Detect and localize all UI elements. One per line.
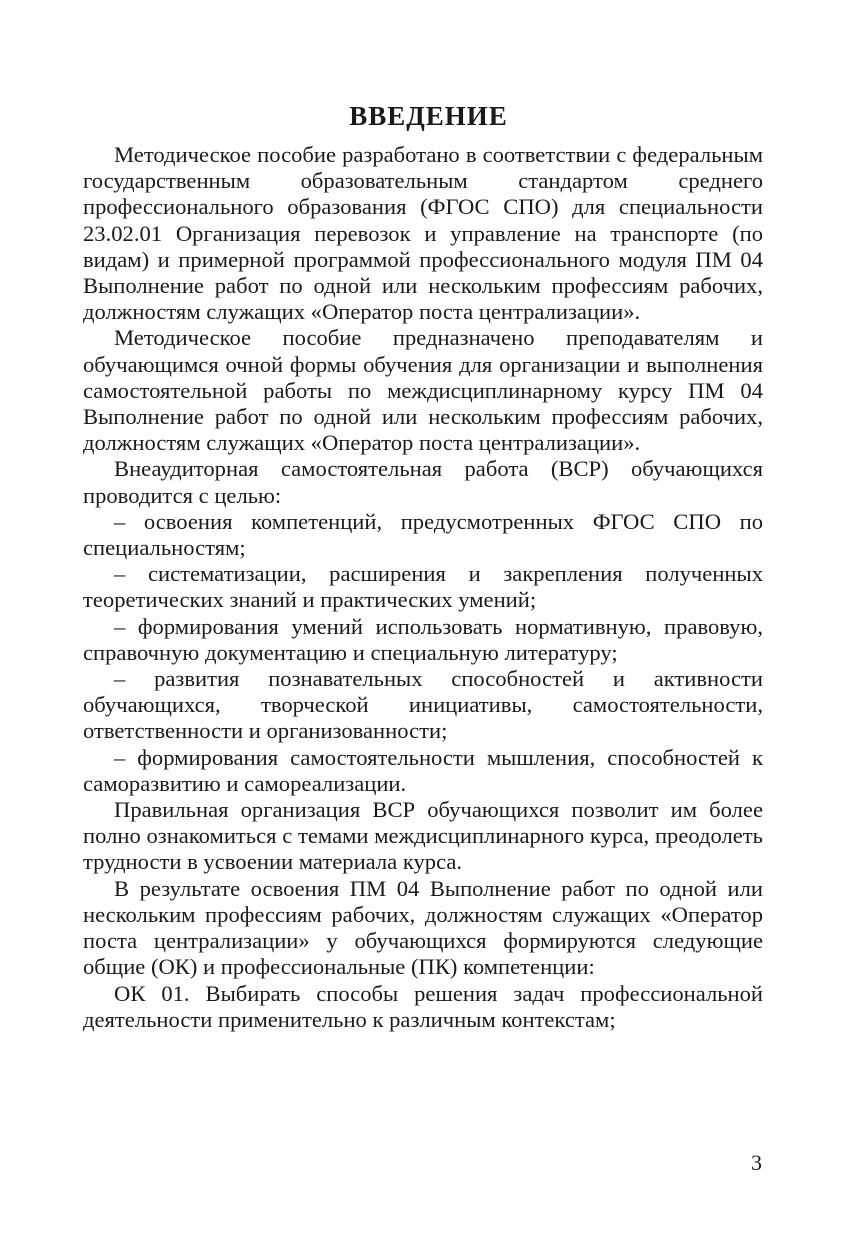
paragraph-ok01: ОК 01. Выбирать способы решения задач профессиональной деятельности применительно к различным контекстам; [83,980,763,1032]
list-item: – формирования самостоятельности мышления, способностей к саморазвитию и самореализации. [83,744,763,796]
paragraph-intro: Методическое пособие разработано в соответствии с федеральным государственным образовательным стандартом среднего профессионального образования (ФГОС СПО) для специальности 23.02.01 Организация перевозок и управление на транспорте (по видам) и примерной программой профессионального модуля ПМ 04 Выполнение работ по одной или нескольким профессиям рабочих, должностям служащих «Оператор поста централизации». [83,142,763,325]
paragraph-competencies: В результате освоения ПМ 04 Выполнение работ по одной или нескольким профессиям рабочих, должностям служащих «Оператор поста централизации» у обучающихся формируются следующие общие (ОК) и профессиональные (ПК) компетенции: [83,875,763,980]
list-item: – освоения компетенций, предусмотренных ФГОС СПО по специальностям; [83,508,763,561]
paragraph-purpose: Методическое пособие предназначено преподавателям и обучающимся очной формы обучения для организации и выполнения самостоятельной работы по междисциплинарному курсу ПМ 04 Выполнение работ по одной или нескольким профессиям рабочих, должностям служащих «Оператор поста централизации». [83,325,763,456]
list-item: – формирования умений использовать нормативную, правовую, справочную документацию и специальную литературу; [83,613,763,665]
list-item: – развития познавательных способностей и активности обучающихся, творческой инициативы, самостоятельности, ответственности и организованности; [83,666,763,744]
paragraph-vsr: Внеаудиторная самостоятельная работа (ВСР) обучающихся проводится с целью: [83,456,763,508]
page-number: 3 [751,1150,762,1175]
paragraph-organization: Правильная организация ВСР обучающихся позволит им более полно ознакомиться с темами междисциплинарного курса, преодолеть трудности в усвоении материала курса. [83,797,763,875]
body-text [83,142,763,1033]
list-item: – систематизации, расширения и закрепления полученных теоретических знаний и практических умений; [83,561,763,613]
page-title: ВВЕДЕНИЕ [349,101,508,131]
